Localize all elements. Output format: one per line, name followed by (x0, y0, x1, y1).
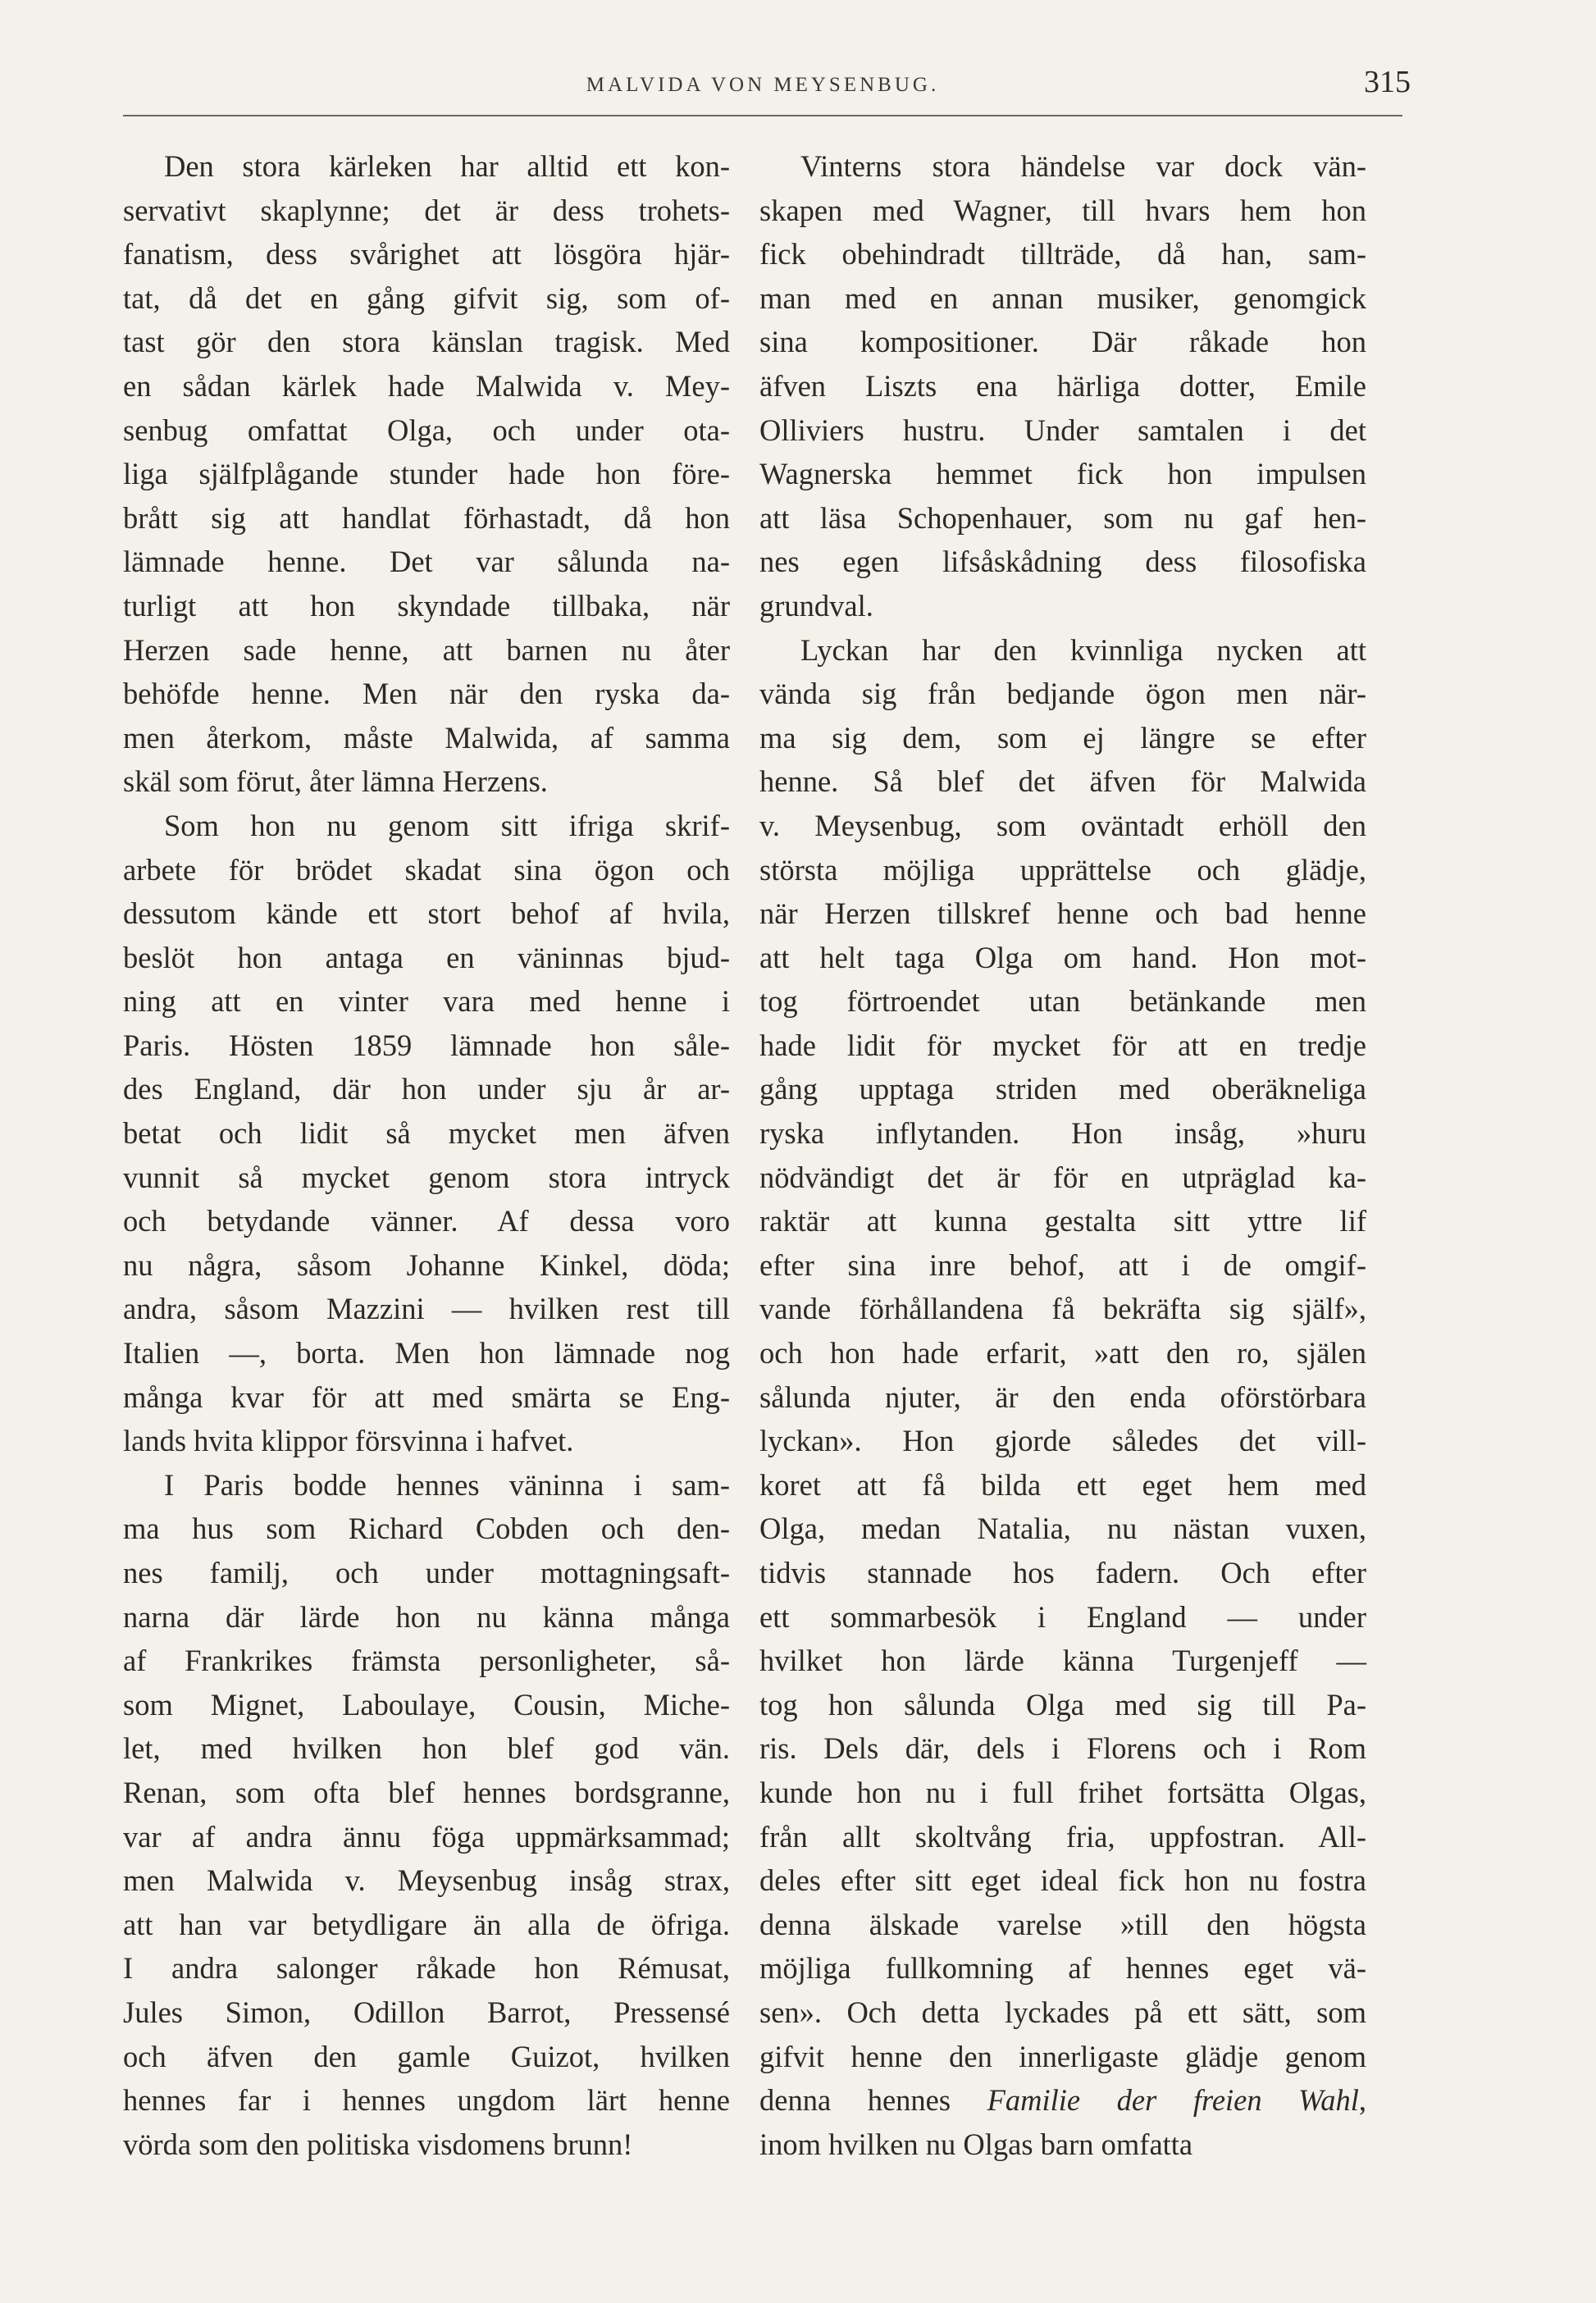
text-line: möjliga fullkomning af hennes eget vä- (759, 1951, 1366, 1986)
text-line: sålunda njuter, är den enda oförstörbara (759, 1380, 1366, 1414)
text-line: raktär att kunna gestalta sitt yttre lif (759, 1204, 1366, 1238)
text-line: Renan, som ofta blef hennes bordsgranne, (123, 1775, 730, 1809)
text-line: fick obehindradt tillträde, då han, sam- (759, 237, 1366, 271)
text-line: I Paris bodde hennes väninna i sam- (164, 1467, 730, 1502)
text-line: och äfven den gamle Guizot, hvilken (123, 2039, 730, 2073)
text-line: som Mignet, Laboulaye, Cousin, Miche- (123, 1687, 730, 1722)
text-line: Herzen sade henne, att barnen nu åter (123, 632, 730, 667)
text-line: ris. Dels där, dels i Florens och i Rom (759, 1731, 1366, 1766)
text-line: Olliviers hustru. Under samtalen i det (759, 413, 1366, 447)
text-line: tidvis stannade hos fadern. Och efter (759, 1556, 1366, 1589)
text-line: betat och lidit så mycket men äfven (123, 1116, 730, 1151)
text-line: man med en annan musiker, genomgick (759, 280, 1366, 315)
text-line: att helt taga Olga om hand. Hon mot- (759, 940, 1366, 974)
text-line: ma hus som Richard Cobden och den- (123, 1512, 730, 1546)
text-line: deles efter sitt eget ideal fick hon nu fostra (759, 1863, 1366, 1898)
text-line: senbug omfattat Olga, och under ota- (123, 413, 730, 447)
text-line: koret att få bilda ett eget hem med (759, 1467, 1366, 1502)
text-line: sen». Och detta lyckades på ett sätt, som (759, 1995, 1366, 2029)
text-line: vörda som den politiska visdomens brunn! (123, 2127, 633, 2161)
text-line: lyckan». Hon gjorde således det vill- (759, 1424, 1366, 1458)
text-line: tog hon sålunda Olga med sig till Pa- (759, 1687, 1366, 1722)
text-line: nödvändigt det är för en utpräglad ka- (759, 1160, 1366, 1194)
text-line: dessutom kände ett stort behof af hvila, (123, 896, 730, 931)
text-line: hvilket hon lärde känna Turgenjeff — (759, 1644, 1366, 1678)
text-line: v. Meysenbug, som oväntadt erhöll den (759, 808, 1366, 842)
right-column (759, 144, 1366, 2166)
text-line: att läsa Schopenhauer, som nu gaf hen- (759, 500, 1366, 535)
text-line: henne. Så blef det äfven för Malwida (759, 764, 1366, 799)
text-line: af Frankrikes främsta personligheter, så- (123, 1644, 730, 1678)
text-line: att han var betydligare än alla de öfriga. (123, 1907, 730, 1941)
text-line: vande förhållandena få bekräfta sig själf», (759, 1292, 1366, 1326)
text-line: hade lidit för mycket för att en tredje (759, 1028, 1366, 1062)
text-line: arbete för brödet skadat sina ögon och (123, 852, 730, 887)
text-line: vända sig från bedjande ögon men när- (759, 677, 1366, 711)
text-line: men återkom, måste Malwida, af samma (123, 720, 730, 755)
text-line: var af andra ännu föga uppmärksammad; (123, 1819, 730, 1854)
text-line: en sådan kärlek hade Malwida v. Mey- (123, 368, 730, 403)
text-line: äfven Liszts ena härliga dotter, Emile (759, 368, 1366, 403)
text-line: Som hon nu genom sitt ifriga skrif- (164, 808, 730, 842)
text-line: andra, såsom Mazzini — hvilken rest till (123, 1292, 730, 1326)
text-line: hennes far i hennes ungdom lärt henne (123, 2083, 730, 2118)
text-line: gifvit henne den innerligaste glädje genom (759, 2039, 1366, 2073)
text-line: många kvar för att med smärta se Eng- (123, 1380, 730, 1414)
text-line: Lyckan har den kvinnliga nycken att (800, 632, 1366, 667)
text-line: kunde hon nu i full frihet fortsätta Olgas, (759, 1775, 1366, 1809)
text-line: beslöt hon antaga en väninnas bjud- (123, 940, 730, 974)
text-line: des England, där hon under sju år ar- (123, 1072, 730, 1106)
text-line: turligt att hon skyndade tillbaka, när (123, 588, 730, 622)
text-line: fanatism, dess svårighet att lösgöra hjär- (123, 237, 730, 271)
text-line: ma sig dem, som ej längre se efter (759, 720, 1366, 755)
page-header (115, 64, 1411, 113)
text-line: sina kompositioner. Där råkade hon (759, 325, 1366, 359)
text-line: liga själfplågande stunder hade hon före- (123, 457, 730, 491)
text-line: men Malwida v. Meysenbug insåg strax, (123, 1863, 730, 1898)
text-line: Wagnerska hemmet fick hon impulsen (759, 457, 1366, 491)
text-line: Olga, medan Natalia, nu nästan vuxen, (759, 1512, 1366, 1546)
text-line: narna där lärde hon nu känna många (123, 1599, 730, 1634)
text-line: Paris. Hösten 1859 lämnade hon såle- (123, 1028, 730, 1062)
text-line: Vinterns stora händelse var dock vän- (800, 149, 1366, 183)
header-rule (123, 115, 1402, 116)
text-line: skapen med Wagner, till hvars hem hon (759, 193, 1366, 227)
text-line: gång upptaga striden med oberäkneliga (759, 1072, 1366, 1106)
text-line: Jules Simon, Odillon Barrot, Pressensé (123, 1995, 730, 2029)
text-line: från allt skoltvång fria, uppfostran. All- (759, 1819, 1366, 1854)
text-line: tast gör den stora känslan tragisk. Med (123, 325, 730, 359)
text-line: brått sig att handlat förhastadt, då hon (123, 500, 730, 535)
text-line: behöfde henne. Men när den ryska da- (123, 677, 730, 711)
text-line: lämnade henne. Det var sålunda na- (123, 545, 730, 579)
text-line: ning att en vinter vara med henne i (123, 984, 730, 1019)
text-line: ryska inflytanden. Hon insåg, »huru (759, 1116, 1366, 1151)
text-line: I andra salonger råkade hon Rémusat, (123, 1951, 730, 1986)
text-line: denna älskade varelse »till den högsta (759, 1907, 1366, 1941)
text-line: tat, då det en gång gifvit sig, som of- (123, 280, 730, 315)
text-line: ett sommarbesök i England — under (759, 1599, 1366, 1634)
text-line: och betydande vänner. Af dessa voro (123, 1204, 730, 1238)
text-line: servativt skaplynne; det är dess trohets- (123, 193, 730, 227)
italic-suffix: , (1358, 2083, 1366, 2118)
page-number: 315 (1364, 65, 1411, 99)
running-head: MALVIDA VON MEYSENBUG. (586, 74, 940, 96)
text-line: inom hvilken nu Olgas barn omfatta (759, 2127, 1193, 2161)
text-line: och hon hade erfarit, »att den ro, själen (759, 1336, 1366, 1370)
text-line: nes egen lifsåskådning dess filosofiska (759, 545, 1366, 579)
text-line: lands hvita klippor försvinna i hafvet. (123, 1424, 574, 1458)
left-column (123, 144, 730, 2166)
text-line: skäl som förut, åter lämna Herzens. (123, 764, 548, 799)
italic-title: Familie der freien Wahl (987, 2083, 1359, 2118)
text-line: nes familj, och under mottagningsaft- (123, 1556, 730, 1589)
text-line: Den stora kärleken har alltid ett kon- (164, 149, 730, 183)
text-line: vunnit så mycket genom stora intryck (123, 1160, 730, 1194)
text-line: let, med hvilken hon blef god vän. (123, 1731, 730, 1766)
text-line: tog förtroendet utan betänkande men (759, 984, 1366, 1019)
text-line: denna hennes Familie der freien Wahl, (759, 2083, 1366, 2118)
text-line: efter sina inre behof, att i de omgif- (759, 1247, 1366, 1282)
text-line: nu några, såsom Johanne Kinkel, döda; (123, 1247, 730, 1282)
text-line: när Herzen tillskref henne och bad henne (759, 896, 1366, 931)
text-line: grundval. (759, 588, 873, 622)
text-line: största möjliga upprättelse och glädje, (759, 852, 1366, 887)
text-line: Italien —, borta. Men hon lämnade nog (123, 1336, 730, 1370)
